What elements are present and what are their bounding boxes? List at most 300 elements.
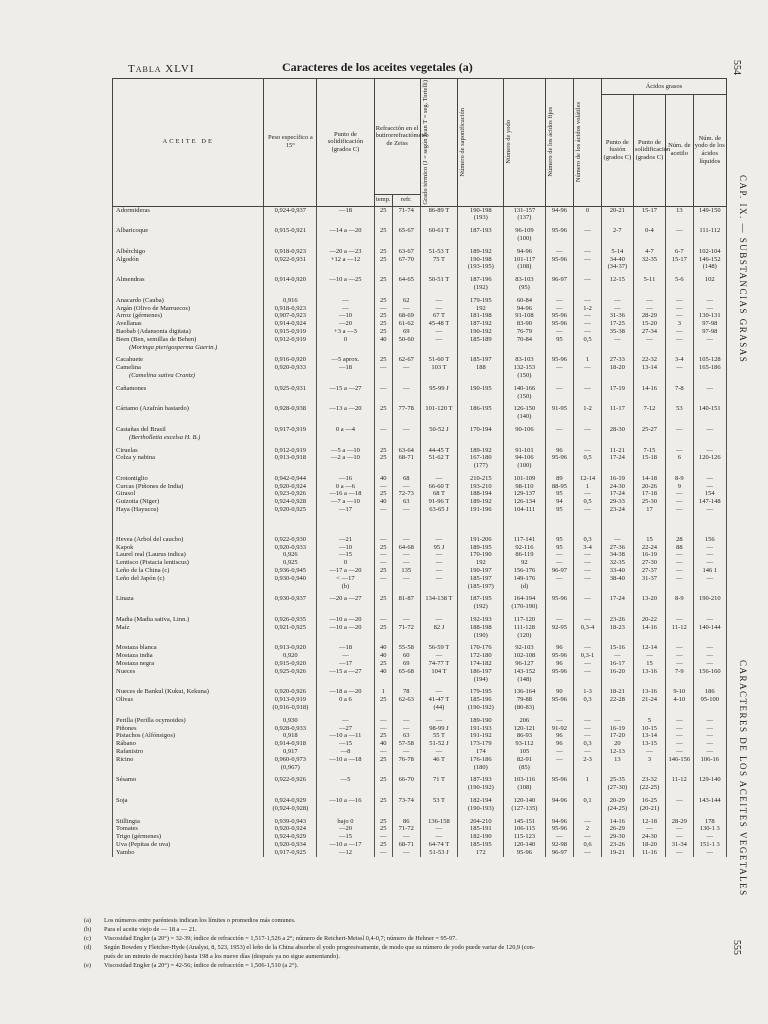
cell-acetilo: 28 xyxy=(666,536,694,544)
cell-volatiles: 0,6 xyxy=(574,841,602,849)
cell-punto: —5 aprox. xyxy=(317,356,374,364)
cell-yodo: 104-111 xyxy=(504,506,545,514)
cell-yodo-liq: 146 1 xyxy=(693,567,726,575)
cell-refr: — xyxy=(392,616,420,624)
cell-peso: 0,939-0,943 xyxy=(264,818,317,826)
cell-maumene xyxy=(420,583,458,591)
cell-volatiles: 0,3 xyxy=(574,536,602,544)
cell-hehner: — xyxy=(545,756,574,764)
cell-fusion: — xyxy=(601,536,633,544)
cell-refr xyxy=(392,344,420,352)
cell-fusion: 25-35 xyxy=(601,776,633,784)
cell-solid: 23-32 xyxy=(633,776,665,784)
cell-yodo-liq: — xyxy=(693,748,726,756)
cell-yodo: (120) xyxy=(504,632,545,640)
cell-hehner xyxy=(545,413,574,421)
cell-hehner: 91-92 xyxy=(545,725,574,733)
cell-solid xyxy=(633,462,665,470)
cell-yodo-liq: (148) xyxy=(693,263,726,271)
oil-name-cell: Leño del Japón (c) xyxy=(113,575,264,583)
cell-yodo: 79-88 xyxy=(504,696,545,704)
cell-hehner xyxy=(545,805,574,813)
oil-name-cell: Leño de la China (c) xyxy=(113,567,264,575)
cell-yodo: 140-166 xyxy=(504,385,545,393)
cell-refr: — xyxy=(392,426,420,434)
oil-name-cell: Stillingia xyxy=(113,818,264,826)
cell-hehner xyxy=(545,372,574,380)
cell-maumene: — xyxy=(420,559,458,567)
cell-refr: 61-62 xyxy=(392,320,420,328)
cell-temp: 25 xyxy=(374,447,392,455)
cell-yodo-liq: 111-112 xyxy=(693,227,726,235)
cell-temp: 40 xyxy=(374,498,392,506)
cell-refr: — xyxy=(392,833,420,841)
table-row xyxy=(113,426,727,434)
cell-yodo-liq: — xyxy=(693,506,726,514)
cell-maumene: 67 T xyxy=(420,312,458,320)
cell-acetilo: — xyxy=(666,732,694,740)
oil-name-cell: Cártamo (Azafrán bastardo) xyxy=(113,405,264,413)
cell-fusion xyxy=(601,764,633,772)
cell-peso: 0,920-0,926 xyxy=(264,688,317,696)
table-row xyxy=(113,405,727,413)
table-row xyxy=(113,320,727,328)
cell-hehner: — xyxy=(545,328,574,336)
cell-hehner: — xyxy=(545,305,574,313)
cell-fusion xyxy=(601,676,633,684)
cell-maumene: 104 T xyxy=(420,668,458,676)
cell-peso: 0,918 xyxy=(264,732,317,740)
cell-acetilo xyxy=(666,434,694,442)
oil-name-cell: Haya (Hayucos) xyxy=(113,506,264,514)
cell-yodo: 106-115 xyxy=(504,825,545,833)
cell-saponif: 187-195 xyxy=(458,595,504,603)
cell-acetilo xyxy=(666,764,694,772)
cell-acetilo: — xyxy=(666,567,694,575)
cell-solid: 13-14 xyxy=(633,732,665,740)
cell-temp xyxy=(374,603,392,611)
cell-volatiles: — xyxy=(574,644,602,652)
cell-temp: 1 xyxy=(374,688,392,696)
cell-maumene: — xyxy=(420,652,458,660)
cell-maumene xyxy=(420,263,458,271)
cell-hehner: — xyxy=(545,297,574,305)
cell-yodo: 76-79 xyxy=(504,328,545,336)
cell-solid xyxy=(633,393,665,401)
cell-saponif: 170-194 xyxy=(458,426,504,434)
cell-fusion: (27-30) xyxy=(601,784,633,792)
cell-yodo: 92 xyxy=(504,559,545,567)
cell-yodo-liq xyxy=(693,764,726,772)
cell-maumene: 95-99 J xyxy=(420,385,458,393)
cell-volatiles xyxy=(574,372,602,380)
cell-volatiles xyxy=(574,462,602,470)
cell-punto: —21 xyxy=(317,536,374,544)
cell-solid: 17-18 xyxy=(633,490,665,498)
cell-refr xyxy=(392,434,420,442)
oil-name-cell: Hevea (Árbol del caucho) xyxy=(113,536,264,544)
cell-temp: — xyxy=(374,575,392,583)
cell-punto: —17 a —20 xyxy=(317,567,374,575)
cell-volatiles: — xyxy=(574,668,602,676)
cell-hehner: 96-97 xyxy=(545,276,574,284)
cell-fusion: 27-36 xyxy=(601,544,633,552)
cell-volatiles: 12-14 xyxy=(574,475,602,483)
cell-punto: —17 xyxy=(317,506,374,514)
cell-refr: 71-72 xyxy=(392,825,420,833)
cell-temp: — xyxy=(374,559,392,567)
table-row xyxy=(113,652,727,660)
cell-acetilo: — xyxy=(666,336,694,344)
cell-saponif: 179-195 xyxy=(458,688,504,696)
cell-yodo: (108) xyxy=(504,784,545,792)
oil-name-cell: Yambo xyxy=(113,849,264,857)
cell-yodo-liq: 154 xyxy=(693,490,726,498)
cell-temp: 40 xyxy=(374,336,392,344)
cell-punto: —13 a —20 xyxy=(317,405,374,413)
cell-peso: 0,922-0,930 xyxy=(264,536,317,544)
table-row xyxy=(113,740,727,748)
cell-hehner: 96 xyxy=(545,740,574,748)
cell-refr: 77-78 xyxy=(392,405,420,413)
cell-solid: 13-15 xyxy=(633,740,665,748)
running-head-chapter: CAP. IX. — SUBSTANCIAS GRASAS xyxy=(738,175,748,364)
cell-acetilo: 15-17 xyxy=(666,256,694,264)
oil-name-cell xyxy=(113,764,264,772)
table-cell xyxy=(458,514,504,536)
table-row xyxy=(113,336,727,344)
oil-properties-table xyxy=(112,78,727,857)
table-row xyxy=(113,732,727,740)
cell-peso xyxy=(264,214,317,222)
col-temp: temp. xyxy=(374,194,392,206)
table-cell xyxy=(392,514,420,536)
cell-solid: — xyxy=(633,297,665,305)
table-row xyxy=(113,462,727,470)
cell-yodo: 132-153 xyxy=(504,364,545,372)
table-row xyxy=(113,227,727,235)
cell-saponif: (180) xyxy=(458,764,504,772)
col-yodo-label: Número de yodo xyxy=(505,120,513,165)
cell-hehner xyxy=(545,263,574,271)
cell-peso: 0,914-0,920 xyxy=(264,276,317,284)
cell-maumene: 103 T xyxy=(420,364,458,372)
cell-acetilo: 8-9 xyxy=(666,595,694,603)
cell-peso: 0,918-0,923 xyxy=(264,248,317,256)
cell-hehner: — xyxy=(545,616,574,624)
cell-temp: 25 xyxy=(374,841,392,849)
col-ag-fusion: Punto de fusión (grados C) xyxy=(601,95,633,207)
cell-solid: — xyxy=(633,748,665,756)
oil-name-cell: Soja xyxy=(113,797,264,805)
cell-temp: 40 xyxy=(374,652,392,660)
cell-yodo: 92-103 xyxy=(504,644,545,652)
cell-yodo: (150) xyxy=(504,372,545,380)
cell-solid: 32-35 xyxy=(633,256,665,264)
col-punto: Punto de solidificación (grados C) xyxy=(317,79,374,207)
table-label: Tabla XLVI xyxy=(128,63,195,75)
cell-fusion xyxy=(601,344,633,352)
table-cell xyxy=(693,514,726,536)
cell-hehner xyxy=(545,344,574,352)
cell-yodo-liq: 151-1 3 xyxy=(693,841,726,849)
oil-name-cell: Rafanistro xyxy=(113,748,264,756)
cell-peso: 0,914-0,924 xyxy=(264,320,317,328)
cell-saponif: (190-192) xyxy=(458,784,504,792)
table-row xyxy=(113,297,727,305)
cell-solid: 22-24 xyxy=(633,544,665,552)
cell-volatiles: — xyxy=(574,833,602,841)
oil-name-cell: Cacahuete xyxy=(113,356,264,364)
page-number-top: 554 xyxy=(731,60,742,75)
footnotes xyxy=(84,916,724,970)
cell-saponif: (193) xyxy=(458,214,504,222)
cell-refr xyxy=(392,784,420,792)
oil-name-cell xyxy=(113,632,264,640)
cell-volatiles: — xyxy=(574,364,602,372)
cell-volatiles: 1-2 xyxy=(574,405,602,413)
cell-fusion: — xyxy=(601,297,633,305)
cell-maumene xyxy=(420,284,458,292)
cell-acetilo xyxy=(666,462,694,470)
cell-maumene: — xyxy=(420,825,458,833)
page-title: Caracteres de los aceites vegetales (a) xyxy=(282,60,473,74)
oil-name-cell: Colza y nabina xyxy=(113,454,264,462)
cell-temp: 25 xyxy=(374,660,392,668)
cell-acetilo xyxy=(666,632,694,640)
cell-acetilo xyxy=(666,784,694,792)
cell-volatiles: — xyxy=(574,312,602,320)
cell-yodo: 102-108 xyxy=(504,652,545,660)
cell-peso: 0,926 xyxy=(264,551,317,559)
cell-acetilo: — xyxy=(666,312,694,320)
cell-maumene: — xyxy=(420,297,458,305)
cell-saponif: (190-192) xyxy=(458,704,504,712)
cell-saponif: 170-176 xyxy=(458,644,504,652)
cell-temp: 25 xyxy=(374,732,392,740)
cell-yodo: 90-106 xyxy=(504,426,545,434)
cell-temp: 25 xyxy=(374,776,392,784)
cell-refr xyxy=(392,704,420,712)
cell-solid: 28-29 xyxy=(633,312,665,320)
cell-fusion: 14-16 xyxy=(601,818,633,826)
cell-fusion: 22-28 xyxy=(601,696,633,704)
cell-maumene: 98-99 J xyxy=(420,725,458,733)
cell-fusion: 16-17 xyxy=(601,660,633,668)
cell-yodo: 95-96 xyxy=(504,849,545,857)
oil-name-cell: Almendras xyxy=(113,276,264,284)
cell-fusion: 24-30 xyxy=(601,483,633,491)
table-row xyxy=(113,454,727,462)
cell-solid: 13-14 xyxy=(633,364,665,372)
cell-hehner xyxy=(545,583,574,591)
cell-hehner: — xyxy=(545,426,574,434)
cell-saponif: 176-186 xyxy=(458,756,504,764)
cell-solid: 31-37 xyxy=(633,575,665,583)
cell-punto: bajo 0 xyxy=(317,818,374,826)
cell-punto: —18 xyxy=(317,206,374,214)
cell-maumene xyxy=(420,214,458,222)
cell-solid: 14-16 xyxy=(633,385,665,393)
cell-acetilo: 28-29 xyxy=(666,818,694,826)
col-refraccion: Refracción en el butirorrefractómetro de Zeiss xyxy=(374,79,420,195)
table-row xyxy=(113,676,727,684)
cell-temp: — xyxy=(374,506,392,514)
cell-refr: 86 xyxy=(392,818,420,826)
cell-volatiles: 0,1 xyxy=(574,797,602,805)
cell-yodo: 96-109 xyxy=(504,227,545,235)
cell-temp xyxy=(374,704,392,712)
cell-punto: —16 xyxy=(317,475,374,483)
table-row xyxy=(113,372,727,380)
cell-yodo-liq xyxy=(693,583,726,591)
cell-peso: 0,920-0,933 xyxy=(264,544,317,552)
cell-fusion: 26-29 xyxy=(601,825,633,833)
cell-yodo: 103-116 xyxy=(504,776,545,784)
cell-refr: 71-72 xyxy=(392,624,420,632)
oil-name-cell xyxy=(113,413,264,421)
cell-punto: —16 a —18 xyxy=(317,490,374,498)
cell-fusion: 35-38 xyxy=(601,328,633,336)
footnote xyxy=(84,952,724,961)
cell-volatiles: 3-4 xyxy=(574,544,602,552)
cell-yodo: 83-103 xyxy=(504,356,545,364)
cell-yodo: 91-108 xyxy=(504,312,545,320)
cell-acetilo: 6 xyxy=(666,454,694,462)
cell-saponif: 187-193 xyxy=(458,227,504,235)
cell-temp: — xyxy=(374,364,392,372)
cell-hehner: 96 xyxy=(545,732,574,740)
cell-yodo: 126-134 xyxy=(504,498,545,506)
cell-peso: 0,930-0,937 xyxy=(264,595,317,603)
cell-solid: 17 xyxy=(633,506,665,514)
cell-temp: 25 xyxy=(374,405,392,413)
cell-volatiles: — xyxy=(574,616,602,624)
cell-refr xyxy=(392,462,420,470)
cell-yodo-liq: — xyxy=(693,740,726,748)
cell-fusion: 34-38 xyxy=(601,551,633,559)
cell-punto: — xyxy=(317,305,374,313)
cell-acetilo xyxy=(666,235,694,243)
cell-temp: 25 xyxy=(374,320,392,328)
cell-refr: — xyxy=(392,305,420,313)
oil-name-cell: Albaricoque xyxy=(113,227,264,235)
col-refr: refr. xyxy=(392,194,420,206)
table-row xyxy=(113,764,727,772)
cell-yodo: 129-137 xyxy=(504,490,545,498)
cell-yodo-liq: — xyxy=(693,833,726,841)
cell-hehner: 95 xyxy=(545,336,574,344)
table-row xyxy=(113,841,727,849)
cell-temp xyxy=(374,263,392,271)
cell-maumene xyxy=(420,632,458,640)
cell-fusion: 28-30 xyxy=(601,426,633,434)
cell-temp: 25 xyxy=(374,276,392,284)
cell-volatiles: — xyxy=(574,320,602,328)
cell-volatiles: — xyxy=(574,506,602,514)
cell-acetilo: 88 xyxy=(666,544,694,552)
cell-refr: 63-67 xyxy=(392,248,420,256)
oil-name-cell: Ciruelas xyxy=(113,447,264,455)
cell-maumene: — xyxy=(420,567,458,575)
cell-solid: 15-17 xyxy=(633,206,665,214)
table-row xyxy=(113,725,727,733)
cell-fusion: 38-40 xyxy=(601,575,633,583)
cell-saponif: 189-192 xyxy=(458,498,504,506)
cell-punto xyxy=(317,263,374,271)
cell-refr xyxy=(392,603,420,611)
cell-yodo: (148) xyxy=(504,676,545,684)
footnote-text: Viscosidad Engler (a 20°) = 42-56; índice de refracción = 1,506-1,510 (a 2°). xyxy=(104,962,299,969)
oil-name-cell xyxy=(113,603,264,611)
cell-fusion: 12-15 xyxy=(601,276,633,284)
cell-yodo-liq: — xyxy=(693,483,726,491)
cell-hehner: 95 xyxy=(545,544,574,552)
cell-temp: 25 xyxy=(374,797,392,805)
col-saponif xyxy=(458,79,504,207)
cell-fusion xyxy=(601,704,633,712)
table-row xyxy=(113,688,727,696)
cell-saponif: 191-192 xyxy=(458,732,504,740)
cell-peso: 0,920-0,925 xyxy=(264,506,317,514)
table-row xyxy=(113,506,727,514)
cell-acetilo xyxy=(666,583,694,591)
cell-refr xyxy=(392,393,420,401)
cell-refr: 68-71 xyxy=(392,841,420,849)
cell-fusion xyxy=(601,462,633,470)
cell-temp xyxy=(374,632,392,640)
cell-acetilo: 5-6 xyxy=(666,276,694,284)
cell-temp: 40 xyxy=(374,475,392,483)
oil-name-cell: Trigo (gérmenes) xyxy=(113,833,264,841)
cell-refr: 62 xyxy=(392,297,420,305)
table-row xyxy=(113,616,727,624)
cell-yodo-liq: 105-128 xyxy=(693,356,726,364)
oil-name-cell xyxy=(113,263,264,271)
cell-temp xyxy=(374,344,392,352)
col-ag-yodo: Núm. de yodo de los ácidos líquidos xyxy=(693,95,726,207)
cell-yodo: 82-91 xyxy=(504,756,545,764)
cell-peso: 0,915-0,919 xyxy=(264,328,317,336)
cell-yodo-liq: — xyxy=(693,559,726,567)
cell-maumene: 51-53 T xyxy=(420,248,458,256)
cell-punto: +3 a —3 xyxy=(317,328,374,336)
footnote-label: (a) xyxy=(84,917,91,924)
cell-refr: 63-64 xyxy=(392,447,420,455)
cell-punto: —5 a —10 xyxy=(317,447,374,455)
cell-volatiles: — xyxy=(574,575,602,583)
cell-saponif: 188 xyxy=(458,364,504,372)
table-row xyxy=(113,498,727,506)
cell-fusion: 17-24 xyxy=(601,454,633,462)
cell-volatiles: — xyxy=(574,227,602,235)
cell-temp: — xyxy=(374,748,392,756)
cell-peso xyxy=(264,235,317,243)
cell-yodo: 96-127 xyxy=(504,660,545,668)
cell-volatiles: 2-3 xyxy=(574,756,602,764)
cell-temp xyxy=(374,764,392,772)
oil-name-cell: Girasol xyxy=(113,490,264,498)
cell-saponif: 192 xyxy=(458,305,504,313)
cell-acetilo: — xyxy=(666,748,694,756)
cell-peso: 0,922-0,926 xyxy=(264,776,317,784)
cell-peso: 0,917 xyxy=(264,748,317,756)
cell-acetilo: 7-8 xyxy=(666,385,694,393)
cell-punto: —20 a —27 xyxy=(317,595,374,603)
cell-yodo: 115-123 xyxy=(504,833,545,841)
footnote xyxy=(84,925,724,934)
cell-yodo-liq: — xyxy=(693,305,726,313)
